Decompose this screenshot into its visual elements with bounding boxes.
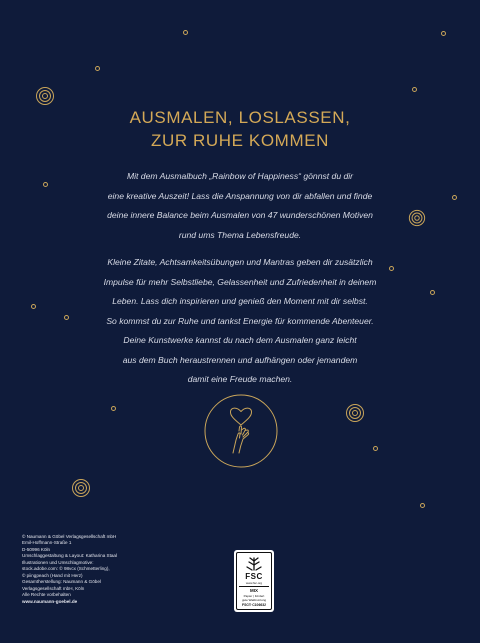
spiral-icon xyxy=(71,478,91,498)
text-line: Kleine Zitate, Achtsamkeitsübungen und Mantras geben dir zusätzlich xyxy=(107,257,373,267)
headline-line-1: AUSMALEN, LOSLASSEN, xyxy=(129,108,351,127)
text-line: Mit dem Ausmalbuch „Rainbow of Happiness“ gönnst du dir xyxy=(126,171,354,181)
fsc-tree-icon xyxy=(245,555,263,571)
imprint-line: www.naumann-goebel.de xyxy=(22,598,78,604)
decor-dot xyxy=(31,304,36,309)
decor-dot xyxy=(452,195,457,200)
text-line: damit eine Freude machen. xyxy=(187,374,293,384)
imprint-line: Emil-Hoffmann-Straße 1 xyxy=(22,540,72,546)
headline-line-2: ZUR RUHE KOMMEN xyxy=(150,131,330,150)
headline xyxy=(0,106,480,152)
fsc-label xyxy=(234,550,274,612)
text-line: Leben. Lass dich inspirieren und genieß den Moment mit dir selbst. xyxy=(112,296,368,306)
decor-dot xyxy=(420,503,425,508)
fsc-line-2: gute Waldnutzung xyxy=(241,598,267,602)
features-paragraph xyxy=(40,253,440,331)
decor-dot xyxy=(95,66,100,71)
decor-dot xyxy=(441,31,446,36)
fsc-code: FSC® C106632 xyxy=(242,603,266,607)
imprint-line: © Naumann & Göbel Verlagsgesellschaft mbH xyxy=(22,534,117,539)
imprint xyxy=(22,534,162,605)
imprint-line: stock.adobe.com: © 98vcx (Schmetterling), xyxy=(22,566,110,572)
hand-heart-icon xyxy=(203,393,279,469)
imprint-line: © piingpeach (Hand mit Herz) xyxy=(22,572,83,578)
imprint-line: D-50996 Köln xyxy=(22,546,51,552)
text-line: rund ums Thema Lebensfreude. xyxy=(178,229,302,240)
text-line: Impulse für mehr Selbstliebe, Gelassenheit und Zufriedenheit in deinem xyxy=(103,276,377,287)
text-line: eine kreative Auszeit! Lass die Anspannung von dir abfallen und finde xyxy=(107,190,373,201)
text-line: aus dem Buch heraustrennen und aufhängen oder jemandem xyxy=(122,354,358,365)
decor-dot xyxy=(183,30,188,35)
imprint-line: Illustrationen und Umschlagmotive: xyxy=(22,559,94,565)
spiral-icon xyxy=(35,86,55,106)
intro-paragraph xyxy=(40,167,440,245)
text-line: Deine Kunstwerke kannst du nach dem Ausmalen ganz leicht xyxy=(123,335,357,345)
text-line: deine innere Balance beim Ausmalen von 47 wunderschönen Motiven xyxy=(107,210,373,220)
fsc-line-1: Papier | Fördert xyxy=(243,594,265,598)
fsc-logo-text: FSC xyxy=(245,572,263,581)
imprint-line: Verlagsgesellschaft mbH, Köln xyxy=(22,585,85,591)
imprint-line: Gesamtherstellung: Naumann & Göbel xyxy=(22,579,101,585)
decor-dot xyxy=(412,87,417,92)
closing-paragraph xyxy=(40,331,440,390)
decor-dot xyxy=(111,406,116,411)
imprint-line: Alle Rechte vorbehalten xyxy=(22,592,71,598)
imprint-line: Umschlaggestaltung & Layout: Katharina Staal xyxy=(22,553,117,559)
fsc-url: www.fsc.org xyxy=(245,581,263,585)
fsc-mix-label: MIX xyxy=(249,588,258,593)
fsc-divider xyxy=(239,586,269,587)
decor-dot xyxy=(373,446,378,451)
spiral-icon xyxy=(345,403,365,423)
text-line: So kommst du zur Ruhe und tankst Energie für kommende Abenteuer. xyxy=(106,315,374,326)
